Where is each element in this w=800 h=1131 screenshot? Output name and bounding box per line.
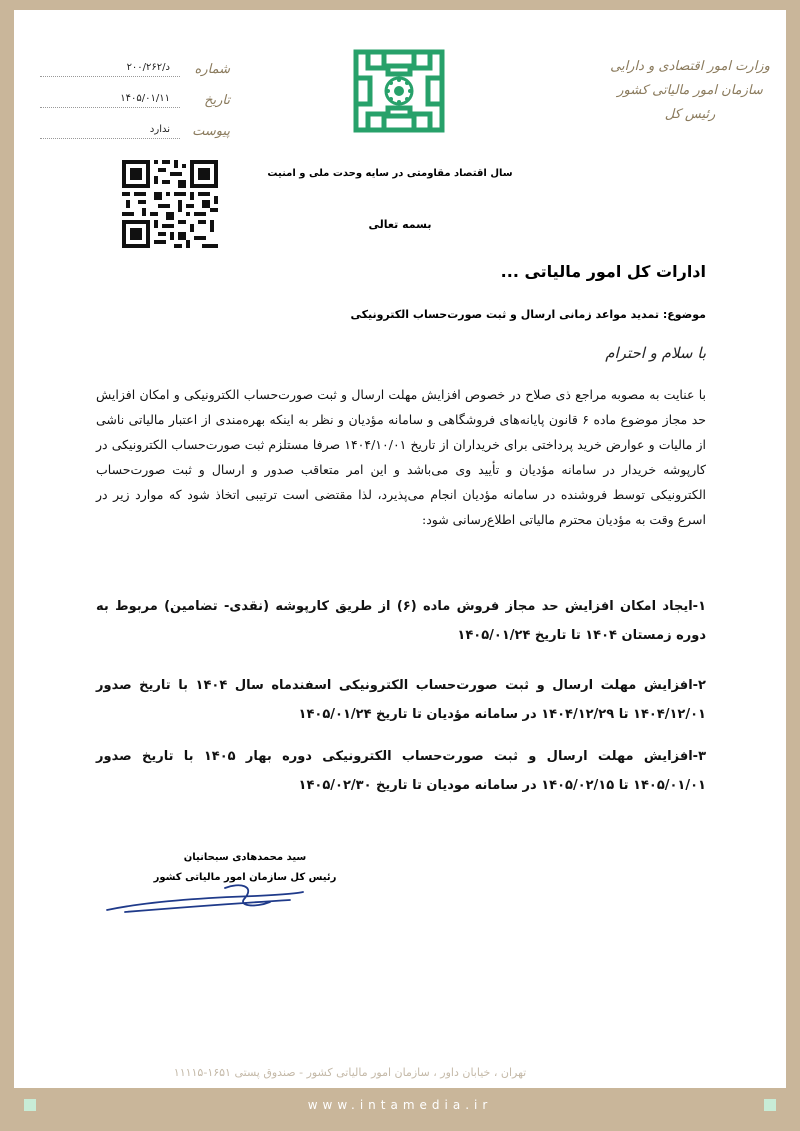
- tax-organization-logo: [352, 48, 446, 134]
- organization-line: سازمان امور مالیاتی کشور: [617, 83, 763, 98]
- number-value: د/۲۰۰/۲۶۲: [126, 62, 170, 73]
- position-line: رئیس کل: [664, 107, 716, 122]
- list-item: ۱-ایجاد امکان افزایش حد مجاز فروش ماده (۶) از طریق کارپوشه (نقدی- تضامین) مربوط به دوره زمستان ۱۴۰۴ تا تاریخ ۱۴۰۵/۰۱/۲۴: [96, 599, 706, 643]
- greeting-handwritten: با سلام و احترام: [605, 344, 706, 362]
- corner-square-decoration: [764, 1099, 776, 1111]
- dotted-line: [40, 76, 180, 77]
- attachment-row: [30, 124, 230, 146]
- subject-line: موضوع: تمدید مواعد زمانی ارسال و ثبت صورت‌حساب الکترونیکی: [350, 308, 706, 321]
- recipient-heading: ادارات کل امور مالیاتی ...: [500, 262, 706, 281]
- signatory-title: رئیس کل سازمان امور مالیاتی کشور: [153, 872, 337, 883]
- letter-body-paragraph: با عنایت به مصوبه مراجع ذی صلاح در خصوص افزایش مهلت ارسال و ثبت صورت‌حساب الکترونیکی و امکان افزایش حد مجاز موضوع ماده ۶ قانون پایانه‌های فروشگاهی و سامانه مؤدیان و نظر به اینکه بهره‌مندی از اعتبار مالیاتی ناشی از مالیات و عوارض خرید پرداختی برای خریداران از تاریخ ۱۴۰۴/۱۰/۰۱ صرفا مستلزم ثبت صورت‌حساب الکترونیکی در کارپوشه خریدار در سامانه مؤدیان و تأیید وی می‌باشد و این امر متعاقب صدور و ارسال و ثبت صورت‌حساب الکترونیکی توسط فروشنده در سامانه مؤدیان انجام می‌پذیرد، لذا مقتضی است ترتیبی اتخاذ شود که موارد زیر در اسرع وقت به مؤدیان محترم مالیاتی اطلاع‌رسانی شود:: [96, 387, 706, 527]
- footer-website-link[interactable]: www.intamedia.ir: [307, 1098, 493, 1112]
- list-item: ۲-افزایش مهلت ارسال و ثبت صورت‌حساب الکترونیکی اسفندماه سال ۱۴۰۴ با تاریخ صدور ۱۴۰۴/۱۲/۰۱ تا ۱۴۰۴/۱۲/۲۹ در سامانه مؤدیان تا تاریخ ۱۴۰۵/۰۱/۲۴: [96, 678, 706, 722]
- ministry-line: وزارت امور اقتصادی و دارایی: [610, 59, 770, 74]
- number-label: شماره: [194, 62, 230, 77]
- letter-number-row: [30, 62, 230, 84]
- ministry-header: [595, 55, 785, 127]
- handwritten-signature: [105, 880, 305, 920]
- signatory-name: سید محمدهادی سبحانیان: [183, 852, 307, 863]
- qr-code-icon: [122, 160, 218, 248]
- attachment-value: ندارد: [149, 124, 170, 135]
- footer-address: تهران ، خیابان داور ، سازمان امور مالیاتی کشور - صندوق پستی ۱۶۵۱-۱۱۱۱۵: [173, 1066, 527, 1079]
- list-item: ۳-افزایش مهلت ارسال و ثبت صورت‌حساب الکترونیکی دوره بهار ۱۴۰۵ با تاریخ صدور ۱۴۰۵/۰۱/۰۱ تا ۱۴۰۵/۰۲/۱۵ در سامانه مودیان تا تاریخ ۱۴۰۵/۰۲/۳۰: [96, 749, 706, 793]
- date-value: ۱۴۰۵/۰۱/۱۱: [120, 93, 170, 104]
- year-slogan: سال اقتصاد مقاومتی در سایه وحدت ملی و امنیت: [267, 168, 513, 179]
- date-label: تاریخ: [204, 93, 230, 108]
- attachment-label: پیوست: [192, 124, 230, 139]
- bismillah-heading: بسمه تعالی: [368, 218, 432, 231]
- dotted-line: [40, 138, 180, 139]
- letter-date-row: [30, 93, 230, 115]
- dotted-line: [40, 107, 180, 108]
- corner-square-decoration: [24, 1099, 36, 1111]
